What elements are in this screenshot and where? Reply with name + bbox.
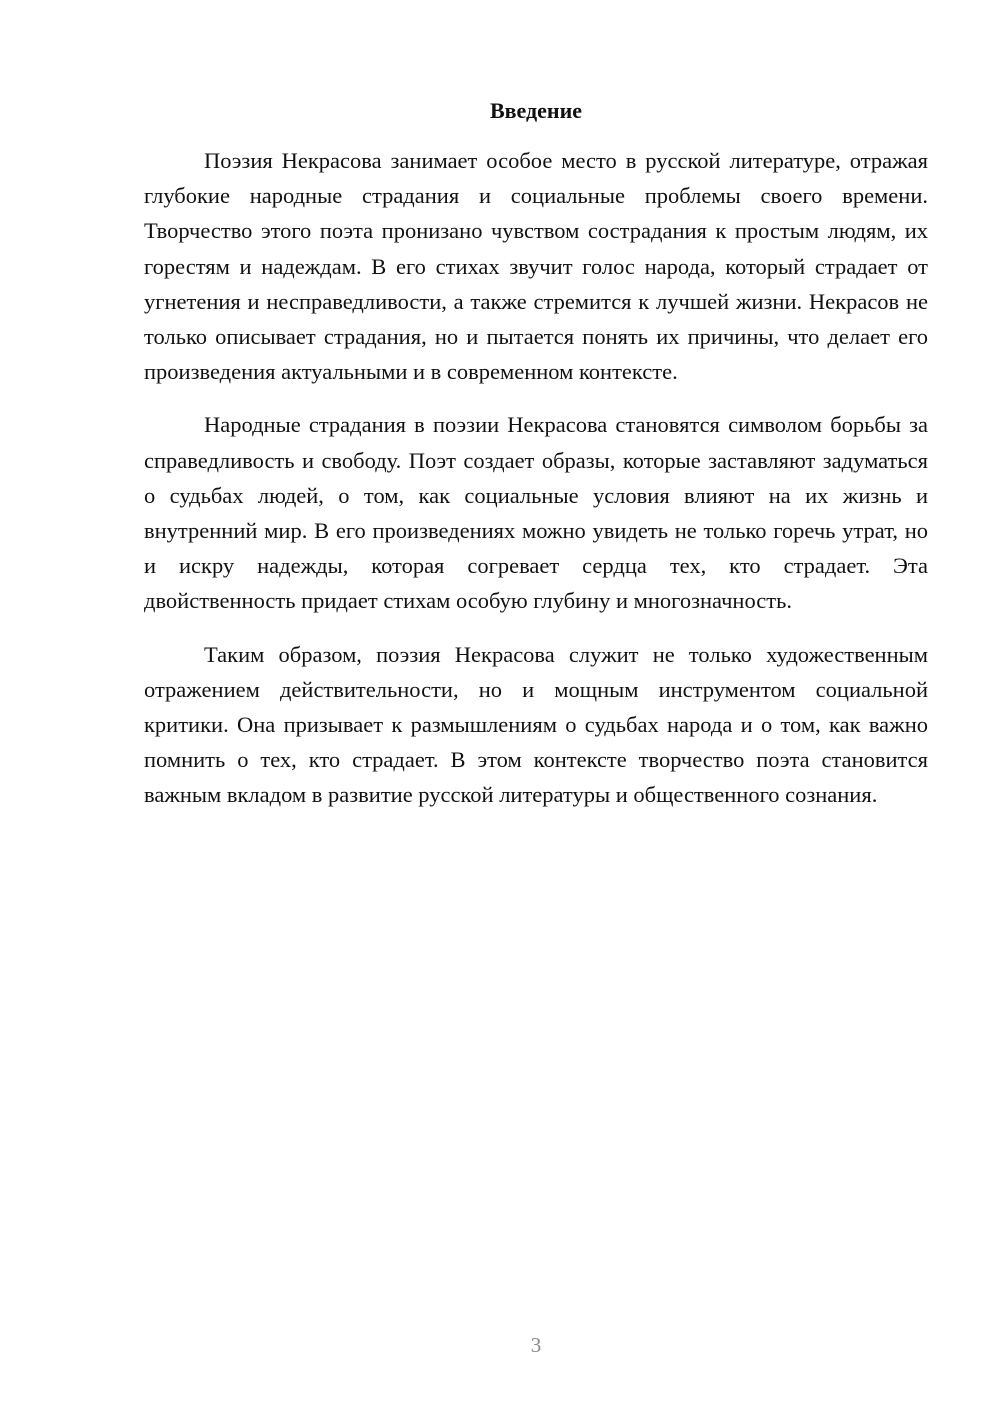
paragraph-3: Таким образом, поэзия Некрасова служит не только художественным отражением действительности, но и мощным инструментом социальной критики. Она призывает к размышлениям о судьбах народа и о том, как важно помнить о тех, кто страдает. В этом контексте творчество поэта становится важным вкладом в развитие русской литературы и общественного сознания. bbox=[144, 641, 928, 808]
paragraph-1: Поэзия Некрасова занимает особое место в русской литературе, отражая глубокие народные страдания и социальные проблемы своего времени. Творчество этого поэта пронизано чувством сострадания к простым людям, их горестям и надеждам. В его стихах звучит голос народа, который страдает от угнетения и несправедливости, а также стремится к лучшей жизни. Некрасов не только описывает страдания, но и пытается понять их причины, что делает его произведения актуальными и в современном контексте. bbox=[144, 148, 928, 385]
section-title: Введение bbox=[489, 98, 583, 123]
body-text bbox=[144, 143, 928, 831]
paragraph-2: Народные страдания в поэзии Некрасова становятся символом борьбы за справедливость и свободу. Поэт создает образы, которые заставляют задуматься о судьбах людей, о том, как социальные условия влияют на их жизнь и внутренний мир. В его произведениях можно увидеть не только горечь утрат, но и искру надежды, которая согревает сердца тех, кто страдает. Эта двойственность придает стихам особую глубину и многозначность. bbox=[144, 412, 928, 614]
page-number: 3 bbox=[530, 1333, 542, 1357]
